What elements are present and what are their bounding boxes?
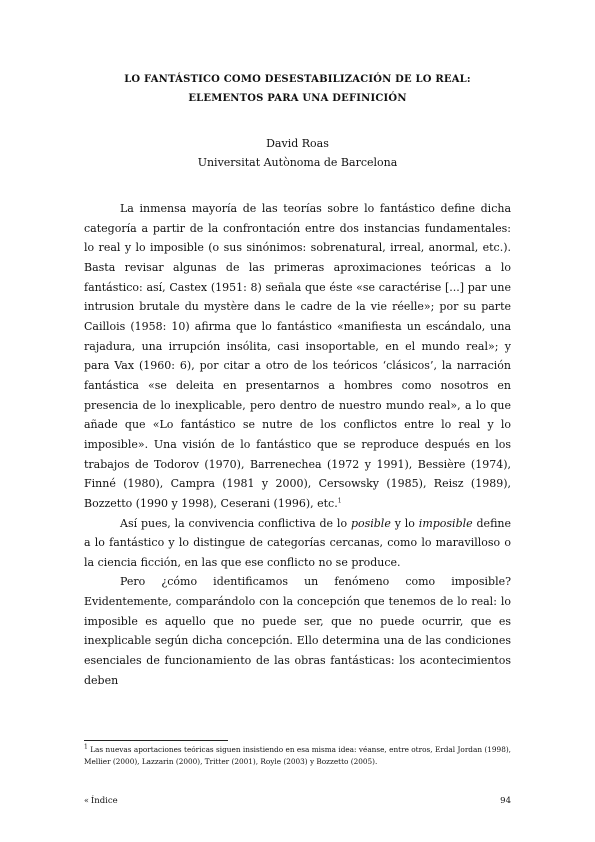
index-link-label: Índice [90,796,118,806]
paragraph-2-text-c: define a lo fantástico y lo distingue de categorías cercanas, como lo maravilloso o la ciencia ficción, en las que ese conflicto no se produce. [84,516,512,569]
author-affiliation: Universitat Autònoma de Barcelona [197,156,398,169]
article-title-line-1: LO FANTÁSTICO COMO DESESTABILIZACIÓN DE LO REAL: [124,74,471,85]
emphasis-imposible: imposible [418,516,473,530]
footnote-reference[interactable]: 1 [337,497,342,505]
paragraph-3-text: Pero ¿cómo identificamos un fenómeno como imposible? Evidentemente, comparándolo con la concepción que tenemos de lo real: lo imposible es aquello que no puede ser, que no puede ocurrir, que es inexplicable según dicha concepción. Ello determina una de las condiciones esenciales de funcionamiento de las obras fantásticas: los acontecimientos deben [84,575,511,687]
left-arrow-icon: « [84,796,89,805]
article-title-line-2: ELEMENTOS PARA UNA DEFINICIÓN [188,93,407,104]
footnote [84,744,511,768]
paragraph-2-text-b: y lo [390,516,419,530]
page-number: 94 [500,796,511,806]
footnote-marker: 1 [84,743,88,751]
paragraph-1-text: La inmensa mayoría de las teorías sobre lo fantástico define dicha categoría a partir de la confrontación entre dos instancias fundamentales: lo real y lo imposible (o sus sinónimos: sobrenatural, irreal, anormal, etc.). Basta revisar algunas de las primeras aproximaciones teóricas a lo fantástico: así, Castex (1951: 8) señala que éste «se caractérise [...] par une intrusion brutale du mystère dans le cadre de la vie réelle»; por su parte Caillois (1958: 10) afirma que lo fantástico «manifiesta un escándalo, una rajadura, una irrupción insólita, casi insoportable, en el mundo real»; y para Vax (1960: 6), por citar a otro de los teóricos ‘clásicos’, la narración fantástica «se deleita en presentarnos a hombres como nosotros en presencia de lo inexplicable, pero dentro de nuestro mundo real», a lo que añade que «Lo fantástico se nutre de los conflictos entre lo real y lo imposible». Una visión de lo fantástico que se reproduce después en los trabajos de Todorov (1970), Barrenechea (1972 y 1991), Bessière (1974), Finné (1980), Campra (1981 y 2000), Cersowsky (1985), Reisz (1989), Bozzetto (1990 y 1998), Ceserani (1996), etc. [84,202,511,510]
footnote-text: Las nuevas aportaciones teóricas siguen insistiendo en esa misma idea: véanse, entre otros, Erdal Jordan (1998), Mellier (2000), Lazzarin (2000), Tritter (2001), Royle (2003) y Bozzetto (2005). [84,745,511,766]
paragraph-3 [84,572,511,690]
article-body [84,199,511,690]
author-name: David Roas [266,137,329,150]
paragraph-2 [84,514,511,573]
footnote-divider [84,740,228,741]
paragraph-2-text-a: Así pues, la convivencia conflictiva de lo [120,516,351,530]
emphasis-posible: posible [350,516,391,530]
index-link[interactable] [84,796,118,806]
paragraph-1 [84,199,511,514]
